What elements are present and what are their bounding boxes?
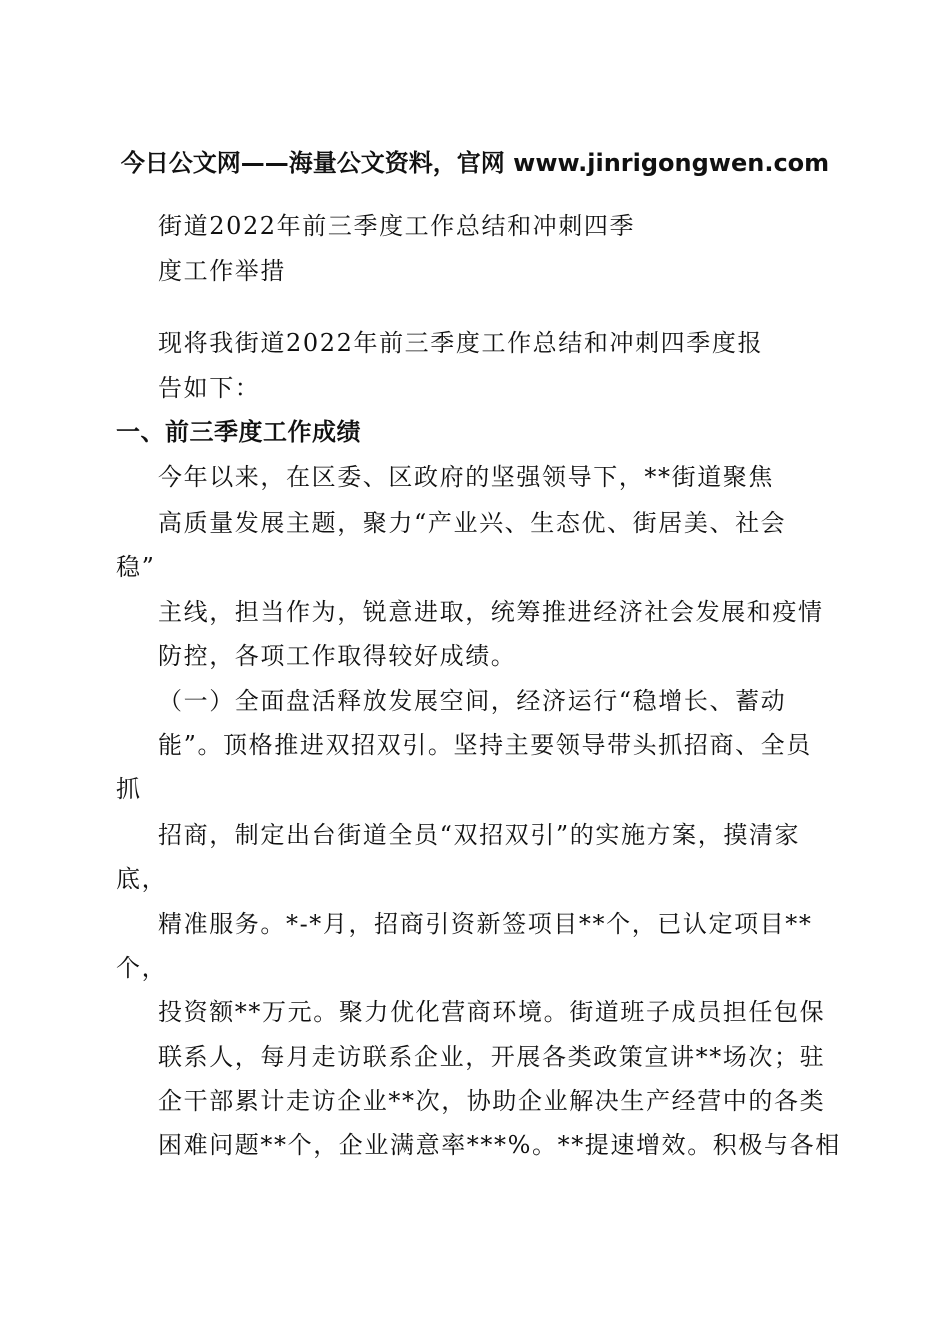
document-title-line-2: 度工作举措 — [158, 257, 286, 285]
paragraph-line: 主线，担当作为，锐意进取，统筹推进经济社会发展和疫情 — [158, 598, 824, 626]
paragraph-line: 防控，各项工作取得较好成绩。 — [158, 642, 517, 670]
paragraph-line: 底， — [116, 865, 168, 893]
subsection-heading: （一）全面盘活释放发展空间，经济运行“稳增长、蓄动 — [158, 687, 787, 715]
paragraph-line: 企干部累计走访企业**次，协助企业解决生产经营中的各类 — [158, 1087, 826, 1115]
paragraph-line: 抓 — [116, 775, 142, 803]
paragraph-line: 招商，制定出台街道全员“双招双引”的实施方案，摸清家 — [158, 821, 801, 849]
paragraph-line: 投资额**万元。聚力优化营商环境。街道班子成员担任包保 — [158, 998, 826, 1026]
site-banner: 今日公文网——海量公文资料，官网 www.jinrigongwen.com — [120, 149, 830, 177]
paragraph-line: 精准服务。*-*月，招商引资新签项目**个，已认定项目** — [158, 910, 813, 938]
paragraph-line: 高质量发展主题，聚力“产业兴、生态优、街居美、社会 — [158, 509, 787, 537]
paragraph-line: 今年以来，在区委、区政府的坚强领导下，**街道聚焦 — [158, 463, 774, 491]
paragraph-line: 告如下： — [158, 374, 261, 402]
paragraph-line: 困难问题**个，企业满意率***%。**提速增效。积极与各相 — [158, 1131, 841, 1159]
document-title-line-1: 街道2022年前三季度工作总结和冲刺四季 — [158, 212, 636, 240]
section-heading: 一、前三季度工作成绩 — [116, 418, 361, 446]
paragraph-line: 现将我街道2022年前三季度工作总结和冲刺四季度报 — [158, 329, 764, 357]
paragraph-line: 能”。顶格推进双招双引。坚持主要领导带头抓招商、全员 — [158, 731, 812, 759]
paragraph-line: 个， — [116, 954, 168, 982]
paragraph-line: 联系人，每月走访联系企业，开展各类政策宣讲**场次；驻 — [158, 1043, 826, 1071]
paragraph-line: 稳” — [116, 553, 156, 581]
